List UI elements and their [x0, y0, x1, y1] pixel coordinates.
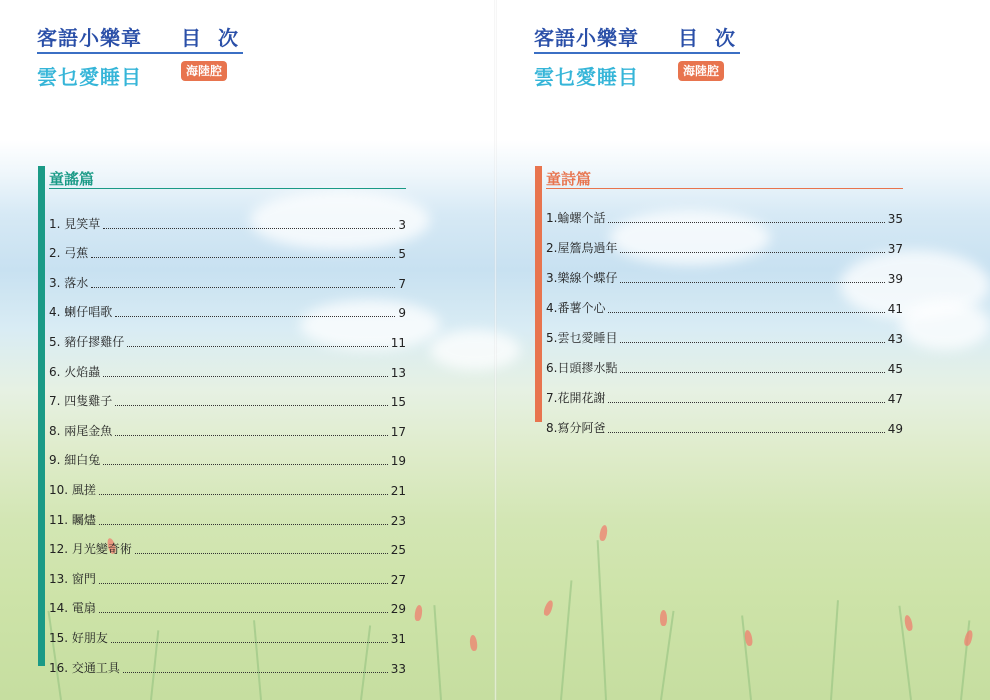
toc-section-nursery-rhymes: [38, 166, 406, 676]
entry-page-number: 31: [390, 631, 406, 646]
entry-page-number: 33: [390, 661, 406, 676]
entry-page-number: 5: [398, 247, 406, 262]
entry-page-number: 13: [390, 365, 406, 380]
dot-leader: [608, 311, 884, 313]
toc-entry-list: [546, 196, 903, 436]
entry-title: 15. 好朋友: [49, 630, 108, 645]
dot-leader: [620, 251, 884, 253]
section-accent-bar: [38, 166, 45, 666]
dot-leader: [620, 371, 884, 373]
entry-title: 9. 細白兔: [49, 453, 101, 468]
entry-title: 5. 豬仔摎雞仔: [49, 334, 125, 349]
entry-page-number: 7: [398, 276, 406, 291]
entry-title: 14. 電扇: [49, 601, 96, 616]
dot-leader: [99, 611, 388, 613]
entry-title: 1. 見笑草: [49, 216, 101, 231]
entry-page-number: 25: [390, 543, 406, 558]
toc-entry[interactable]: [49, 409, 406, 439]
toc-entry[interactable]: [49, 498, 406, 528]
dot-leader: [115, 315, 395, 317]
dialect-badge: 海陸腔: [181, 61, 227, 81]
entry-page-number: 35: [887, 212, 903, 226]
entry-page-number: 15: [390, 395, 406, 410]
dot-leader: [99, 523, 388, 525]
subtitle: 雲乜愛睡目: [534, 65, 639, 89]
entry-title: 11. 矚燼: [49, 512, 96, 527]
entry-page-number: 3: [398, 217, 406, 232]
toc-entry[interactable]: [49, 587, 406, 617]
entry-title: 4.番薯个心: [546, 301, 606, 315]
entry-title: 12. 月光變奇術: [49, 542, 132, 557]
entry-title: 6. 火焰蟲: [49, 364, 101, 379]
entry-page-number: 27: [390, 572, 406, 587]
dot-leader: [103, 375, 387, 377]
dot-leader: [608, 221, 884, 223]
dot-leader: [115, 404, 387, 406]
dot-leader: [123, 671, 388, 673]
entry-title: 4. 蝲仔唱歌: [49, 305, 113, 320]
dot-leader: [620, 341, 884, 343]
entry-title: 8.寫分阿爸: [546, 421, 606, 435]
section-rule: [546, 188, 903, 189]
toc-entry[interactable]: [49, 291, 406, 321]
entry-page-number: 37: [887, 242, 903, 256]
toc-entry[interactable]: [49, 439, 406, 469]
dot-leader: [135, 552, 388, 554]
toc-entry[interactable]: [49, 261, 406, 291]
entry-title: 2.屋簷鳥過年: [546, 241, 618, 255]
toc-section-children-poems: [535, 166, 903, 436]
entry-title: 7.花開花謝: [546, 391, 606, 405]
entry-page-number: 43: [887, 332, 903, 346]
entry-page-number: 39: [887, 272, 903, 286]
entry-title: 6.日頭摎水點: [546, 361, 618, 375]
section-accent-bar: [535, 166, 542, 422]
dot-leader: [91, 286, 395, 288]
entry-page-number: 47: [887, 392, 903, 406]
header-rule: [37, 52, 243, 54]
toc-entry[interactable]: [546, 256, 903, 286]
entry-page-number: 21: [390, 483, 406, 498]
right-page: [497, 0, 990, 700]
dot-leader: [103, 463, 387, 465]
dot-leader: [103, 227, 395, 229]
section-title: 童詩篇: [546, 170, 592, 188]
toc-entry[interactable]: [546, 226, 903, 256]
entry-page-number: 17: [390, 424, 406, 439]
toc-entry[interactable]: [546, 196, 903, 226]
entry-title: 3. 落水: [49, 275, 89, 290]
toc-heading: 目 次: [181, 26, 243, 50]
toc-entry[interactable]: [49, 557, 406, 587]
toc-entry[interactable]: [49, 528, 406, 558]
subtitle: 雲乜愛睡目: [37, 65, 142, 89]
dot-leader: [620, 281, 884, 283]
entry-title: 1.蝓螺个話: [546, 211, 606, 225]
toc-entry[interactable]: [49, 350, 406, 380]
book-title: 客語小樂章: [37, 26, 142, 50]
entry-title: 13. 窗門: [49, 571, 96, 586]
entry-title: 2. 弓蕉: [49, 246, 89, 261]
dot-leader: [91, 256, 395, 258]
entry-page-number: 49: [887, 422, 903, 436]
toc-entry[interactable]: [49, 468, 406, 498]
toc-entry[interactable]: [546, 376, 903, 406]
entry-title: 16. 交通工具: [49, 660, 120, 675]
dialect-badge: 海陸腔: [678, 61, 724, 81]
entry-title: 3.樂線个蝶仔: [546, 271, 618, 285]
entry-page-number: 19: [390, 454, 406, 469]
entry-title: 5.雲乜愛睡目: [546, 331, 618, 345]
header-rule: [534, 52, 740, 54]
toc-entry[interactable]: [546, 316, 903, 346]
toc-entry[interactable]: [49, 646, 406, 676]
dot-leader: [608, 401, 884, 403]
section-title: 童謠篇: [49, 170, 95, 188]
entry-page-number: 23: [390, 513, 406, 528]
toc-entry[interactable]: [546, 406, 903, 436]
dot-leader: [115, 434, 387, 436]
section-rule: [49, 188, 406, 189]
entry-page-number: 29: [390, 602, 406, 617]
dot-leader: [127, 345, 387, 347]
toc-entry[interactable]: [546, 346, 903, 376]
toc-entry[interactable]: [546, 286, 903, 316]
entry-title: 8. 兩尾金魚: [49, 423, 113, 438]
toc-heading: 目 次: [678, 26, 740, 50]
dot-leader: [99, 582, 388, 584]
entry-title: 10. 風搓: [49, 482, 96, 497]
dot-leader: [111, 641, 388, 643]
toc-entry-list: [49, 202, 406, 676]
entry-page-number: 11: [390, 335, 406, 350]
dot-leader: [99, 493, 388, 495]
toc-entry[interactable]: [49, 616, 406, 646]
toc-entry[interactable]: [49, 380, 406, 410]
toc-entry[interactable]: [49, 232, 406, 262]
toc-entry[interactable]: [49, 202, 406, 232]
entry-page-number: 41: [887, 302, 903, 316]
dot-leader: [608, 431, 884, 433]
entry-page-number: 45: [887, 362, 903, 376]
entry-title: 7. 四隻雞子: [49, 394, 113, 409]
toc-entry[interactable]: [49, 320, 406, 350]
book-title: 客語小樂章: [534, 26, 639, 50]
entry-page-number: 9: [398, 306, 406, 321]
